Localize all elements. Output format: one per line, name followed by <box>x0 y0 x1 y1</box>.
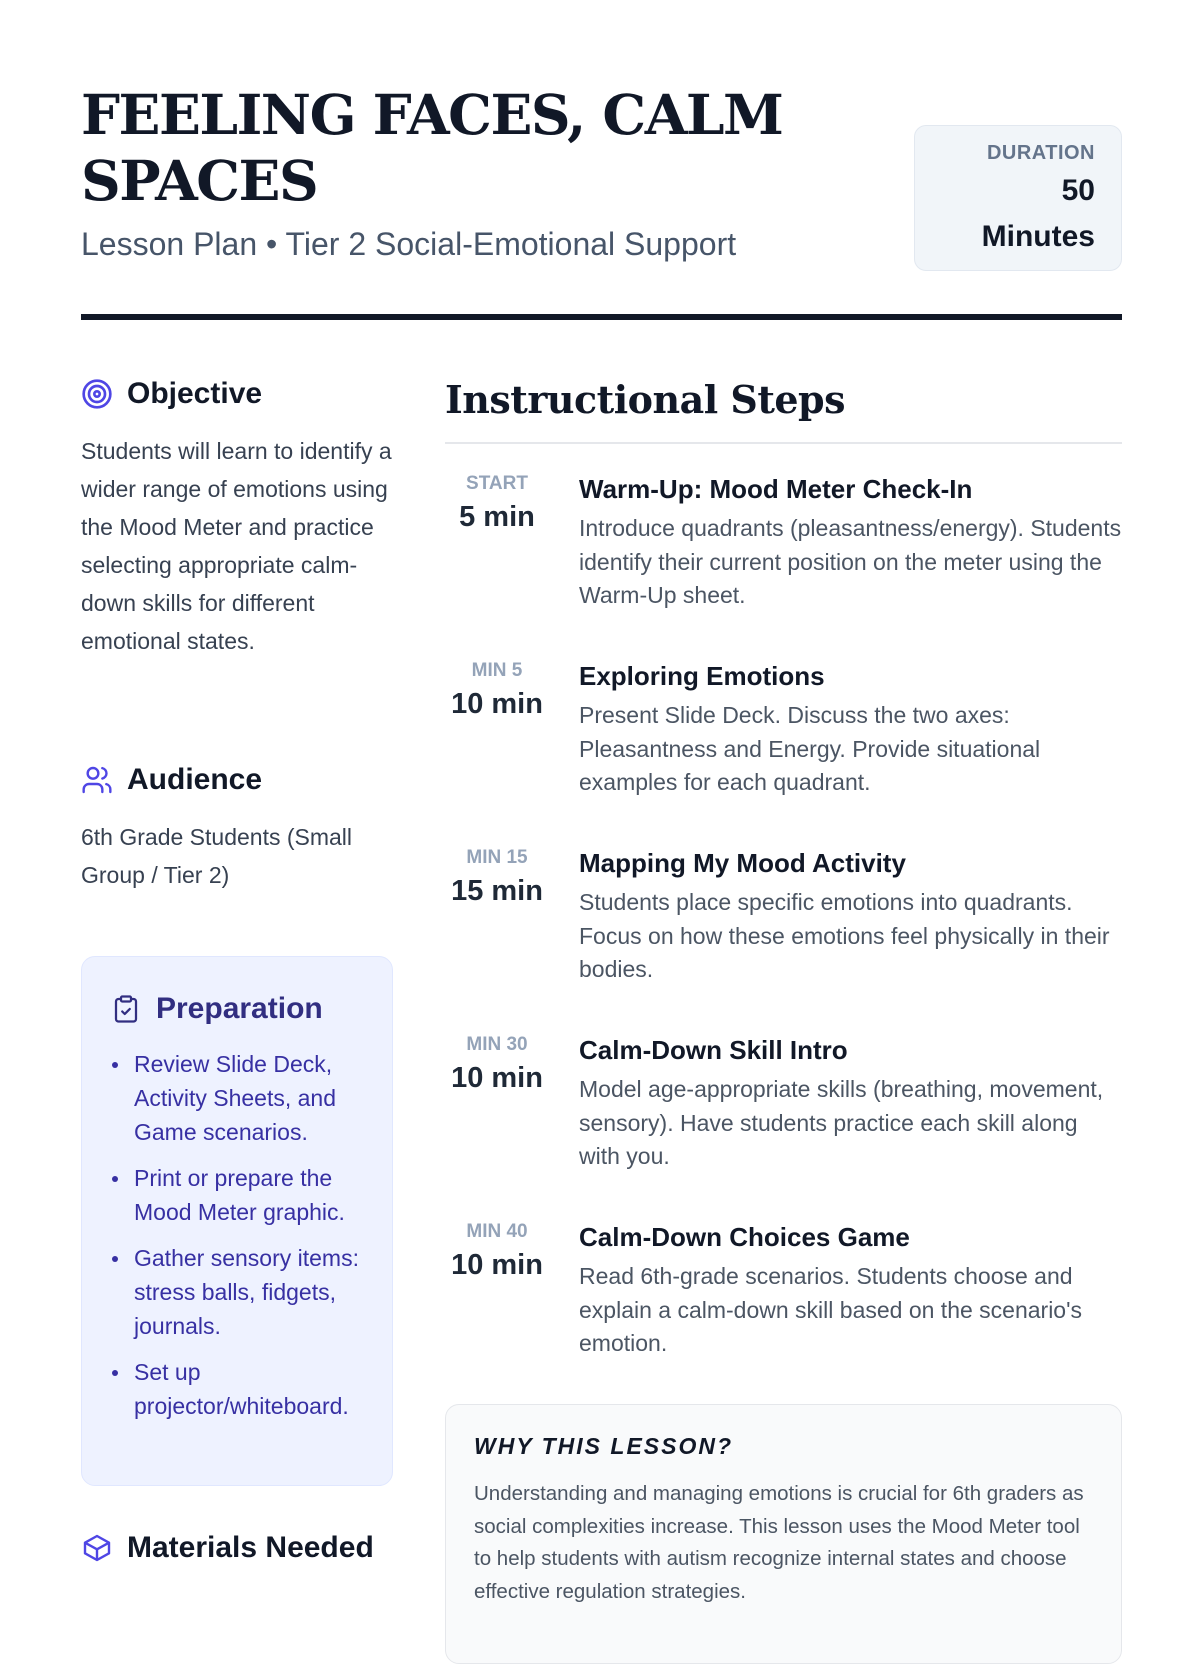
lesson-plan-page <box>81 0 1122 1603</box>
step-time-label: MIN 40 <box>466 1221 528 1242</box>
list-item: Review Slide Deck, Activity Sheets, and Game scenarios. <box>110 1047 372 1149</box>
step-time <box>445 846 549 908</box>
step-duration: 5 min <box>459 501 535 533</box>
preparation-list <box>110 1047 372 1423</box>
materials-heading: Materials Needed <box>127 1531 374 1564</box>
page-subtitle: Lesson Plan • Tier 2 Social-Emotional Support <box>81 226 737 262</box>
step-title: Warm-Up: Mood Meter Check-In <box>579 474 973 504</box>
step-duration: 10 min <box>451 1249 543 1281</box>
step-duration: 10 min <box>451 1062 543 1094</box>
preparation-heading: Preparation <box>156 992 323 1025</box>
duration-value: 50 Minutes <box>981 174 1095 253</box>
objective-heading: Objective <box>127 377 263 410</box>
instructional-steps-heading: Instructional Steps <box>445 377 846 422</box>
duration-label: DURATION <box>986 142 1095 164</box>
step-description: Students place specific emotions into quadrants. Focus on how these emotions feel physically in their bodies. <box>579 889 1110 982</box>
step-time-label: MIN 15 <box>466 847 528 868</box>
preparation-section <box>81 956 393 1486</box>
step-duration: 10 min <box>451 688 543 720</box>
step-duration: 15 min <box>451 875 543 907</box>
audience-section <box>81 758 393 894</box>
step-time-label: START <box>466 473 528 494</box>
box-icon <box>81 1532 113 1564</box>
header <box>81 82 1122 322</box>
step-description: Present Slide Deck. Discuss the two axes: Pleasantness and Energy. Provide situational examples for each quadrant. <box>579 702 1041 795</box>
objective-section <box>81 372 393 660</box>
audience-heading: Audience <box>127 763 263 796</box>
objective-text: Students will learn to identify a wider range of emotions using the Mood Meter and practice selecting appropriate calm-down skills for different emotional states. <box>81 438 392 654</box>
step-time-label: MIN 5 <box>471 660 523 681</box>
step-time <box>445 472 549 534</box>
users-icon <box>81 764 113 796</box>
step-title: Calm-Down Choices Game <box>579 1222 910 1252</box>
page-title: FEELING FACES, CALM SPACES <box>81 82 783 213</box>
step-title: Exploring Emotions <box>579 661 825 691</box>
step-description: Read 6th-grade scenarios. Students choose and explain a calm-down skill based on the scenario's emotion. <box>579 1263 1082 1356</box>
left-column <box>81 372 393 1564</box>
list-item: Gather sensory items: stress balls, fidgets, journals. <box>110 1241 372 1343</box>
step-time <box>445 659 549 721</box>
why-heading: WHY THIS LESSON? <box>474 1433 734 1459</box>
step-description: Model age-appropriate skills (breathing, movement, sensory). Have students practice each skill along with you. <box>579 1076 1104 1169</box>
step-time <box>445 1220 549 1282</box>
step-title: Mapping My Mood Activity <box>579 848 906 878</box>
step-title: Calm-Down Skill Intro <box>579 1035 848 1065</box>
header-divider <box>81 314 1122 320</box>
clipboard-check-icon <box>110 993 142 1025</box>
materials-section <box>81 1526 393 1570</box>
list-item: Print or prepare the Mood Meter graphic. <box>110 1161 372 1229</box>
step-time <box>445 1033 549 1095</box>
target-icon <box>81 378 113 410</box>
list-item: Set up projector/whiteboard. <box>110 1355 372 1423</box>
audience-text: 6th Grade Students (Small Group / Tier 2) <box>81 824 353 888</box>
steps-divider <box>445 442 1122 444</box>
duration-box <box>914 125 1122 271</box>
why-this-lesson-box <box>445 1404 1122 1664</box>
right-column <box>445 372 1122 1603</box>
step-time-label: MIN 30 <box>466 1034 528 1055</box>
step-description: Introduce quadrants (pleasantness/energy). Students identify their current position on the meter using the Warm-Up sheet. <box>579 515 1122 608</box>
why-text: Understanding and managing emotions is crucial for 6th graders as social complexities increase. This lesson uses the Mood Meter tool to help students with autism recognize internal states and choose effective regulation strategies. <box>474 1482 1084 1603</box>
